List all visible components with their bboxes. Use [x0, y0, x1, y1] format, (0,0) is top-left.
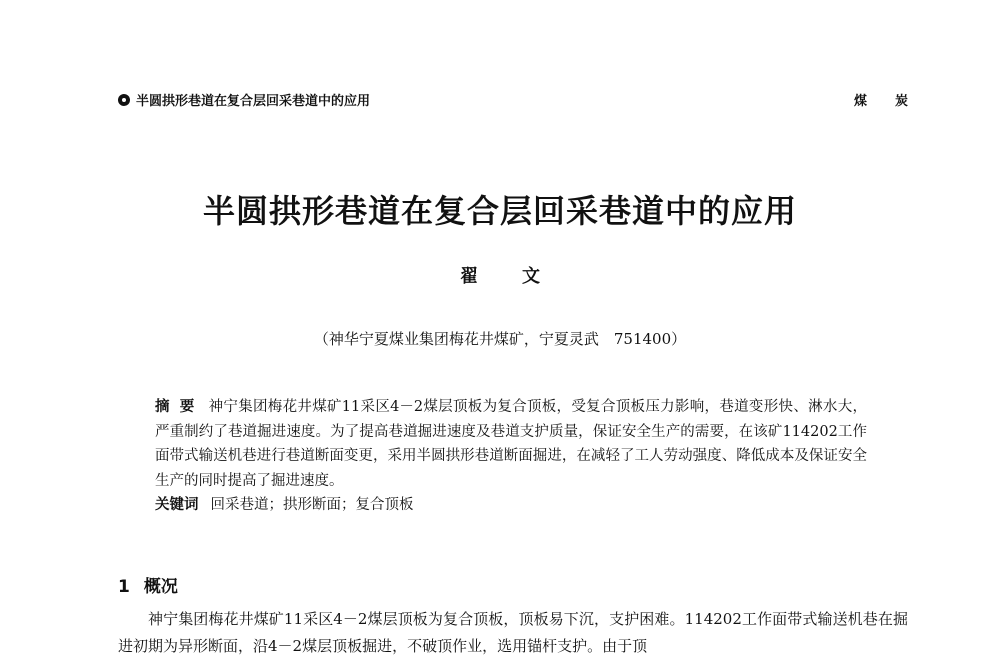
keywords-row [155, 493, 867, 518]
running-title: 半圆拱形巷道在复合层回采巷道中的应用 [136, 94, 371, 109]
author-name: 翟文 [460, 266, 584, 287]
abstract-text: 神宁集团梅花井煤矿11采区4－2煤层顶板为复合顶板，受复合顶板压力影响，巷道变形快、淋水大，严重制约了巷道掘进速度。为了提高巷道掘进速度及巷道支护质量，保证安全生产的需要，在该矿114202工作面带式输送机巷进行巷道断面变更，采用半圆拱形巷道断面掘进，在减轻了工人劳动强度、降低成本及保证安全生产的同时提高了掘进速度。 [155, 399, 868, 489]
journal-name: 煤炭 [853, 94, 936, 109]
body-paragraph: 神宁集团梅花井煤矿11采区4－2煤层顶板为复合顶板，顶板易下沉，支护困难。114202工作面带式输送机巷在掘进初期为异形断面，沿4－2煤层顶板掘进，不破顶作业，选用锚杆支护。由于顶 [118, 610, 908, 655]
keywords-label: 关键词 [155, 497, 199, 513]
abstract-block [155, 395, 867, 518]
section-title: 概况 [143, 577, 178, 597]
page-header [118, 90, 936, 112]
keywords-text: 回采巷道；拱形断面；复合顶板 [210, 497, 414, 513]
bullet-icon [118, 94, 130, 106]
abstract-label: 摘要 [155, 399, 205, 415]
running-title-group [118, 90, 370, 109]
abstract-paragraph [155, 395, 867, 493]
section-heading [118, 572, 178, 597]
section-number: 1 [118, 577, 130, 597]
author-affiliation: （神华宁夏煤业集团梅花井煤矿，宁夏灵武 751400） [313, 330, 687, 348]
paper-title: 半圆拱形巷道在复合层回采巷道中的应用 [202, 192, 797, 230]
